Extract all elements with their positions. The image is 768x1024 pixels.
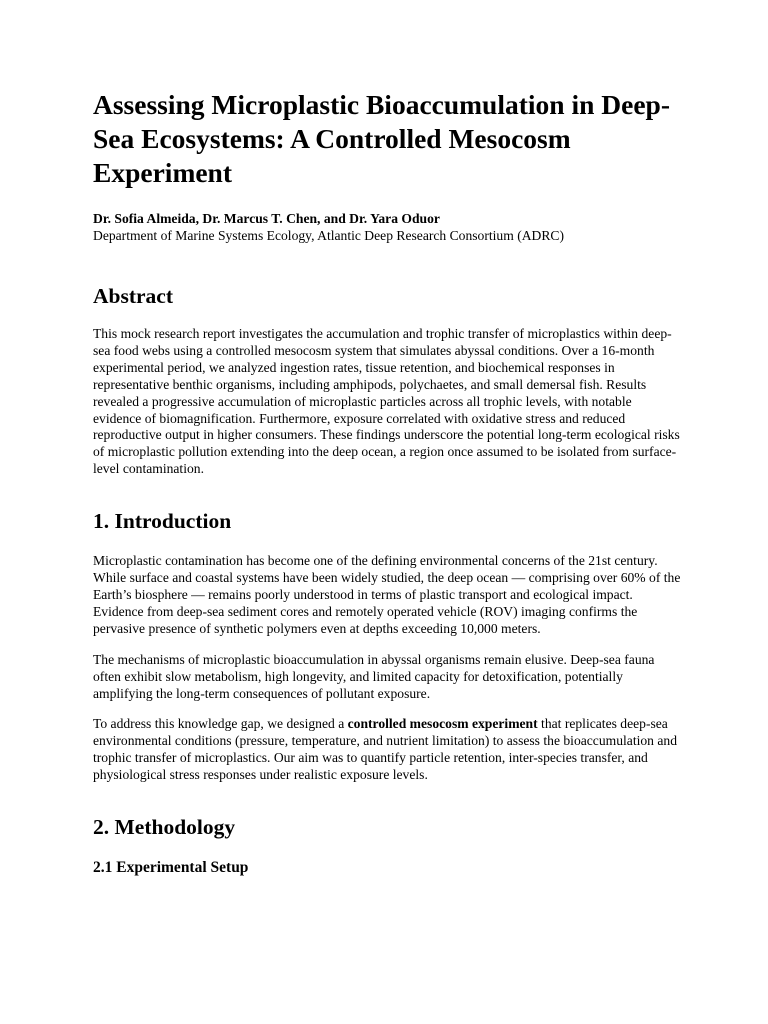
author-block [93, 210, 683, 244]
introduction-paragraph-3 [93, 716, 683, 784]
introduction-paragraph-1: Microplastic contamination has become one of the defining environmental concerns of the 21st century. While surface and coastal systems have been widely studied, the deep ocean — comprising over 60% of the Earth’s biosphere — remains poorly understood in terms of plastic transport and ecological impact. Evidence from deep-sea sediment cores and remotely operated vehicle (ROV) imaging confirms the pervasive presence of synthetic polymers even at depths exceeding 10,000 meters. [93, 553, 681, 636]
document-page [93, 88, 683, 877]
introduction-paragraph-3-emphasis: controlled mesocosm experiment [347, 716, 538, 732]
paper-title: Assessing Microplastic Bioaccumulation in Deep-Sea Ecosystems: A Controlled Mesocosm Experiment [93, 89, 670, 188]
methodology-heading: 2. Methodology [93, 815, 236, 840]
introduction-paragraph-3-end: that replicates deep-sea environmental conditions (pressure, temperature, and nutrient limitation) to assess the bioaccumulation and trophic transfer of microplastics. Our aim was to quantify particle retention, inter-species transfer, and physiological stress responses under realistic exposure levels. [93, 716, 677, 783]
introduction-paragraph-2: The mechanisms of microplastic bioaccumulation in abyssal organisms remain elusive. Deep-sea fauna often exhibit slow metabolism, high longevity, and limited capacity for detoxification, potentially amplifying the long-term consequences of pollutant exposure. [93, 651, 655, 701]
abstract-heading: Abstract [93, 284, 174, 308]
introduction-paragraph-3-start: To address this knowledge gap, we designed a [93, 716, 348, 732]
author-names: Dr. Sofia Almeida, Dr. Marcus T. Chen, and Dr. Yara Oduor [93, 211, 440, 226]
introduction-heading: 1. Introduction [93, 509, 232, 534]
experimental-setup-heading: 2.1 Experimental Setup [93, 859, 249, 877]
abstract-text: This mock research report investigates the accumulation and trophic transfer of microplastics within deep-sea food webs using a controlled mesocosm system that simulates abyssal conditions. Over a 16-month experimental period, we analyzed ingestion rates, tissue retention, and biochemical responses in representative benthic organisms, including amphipods, polychaetes, and small demersal fish. Results revealed a progressive accumulation of microplastic particles across all trophic levels, with notable evidence of biomagnification. Furthermore, exposure correlated with oxidative stress and reduced reproductive output in higher consumers. These findings underscore the potential long-term ecological risks of microplastic pollution extending into the deep ocean, a region once assumed to be isolated from surface-level contamination. [93, 326, 680, 477]
author-affiliation: Department of Marine Systems Ecology, Atlantic Deep Research Consortium (ADRC) [93, 228, 565, 243]
